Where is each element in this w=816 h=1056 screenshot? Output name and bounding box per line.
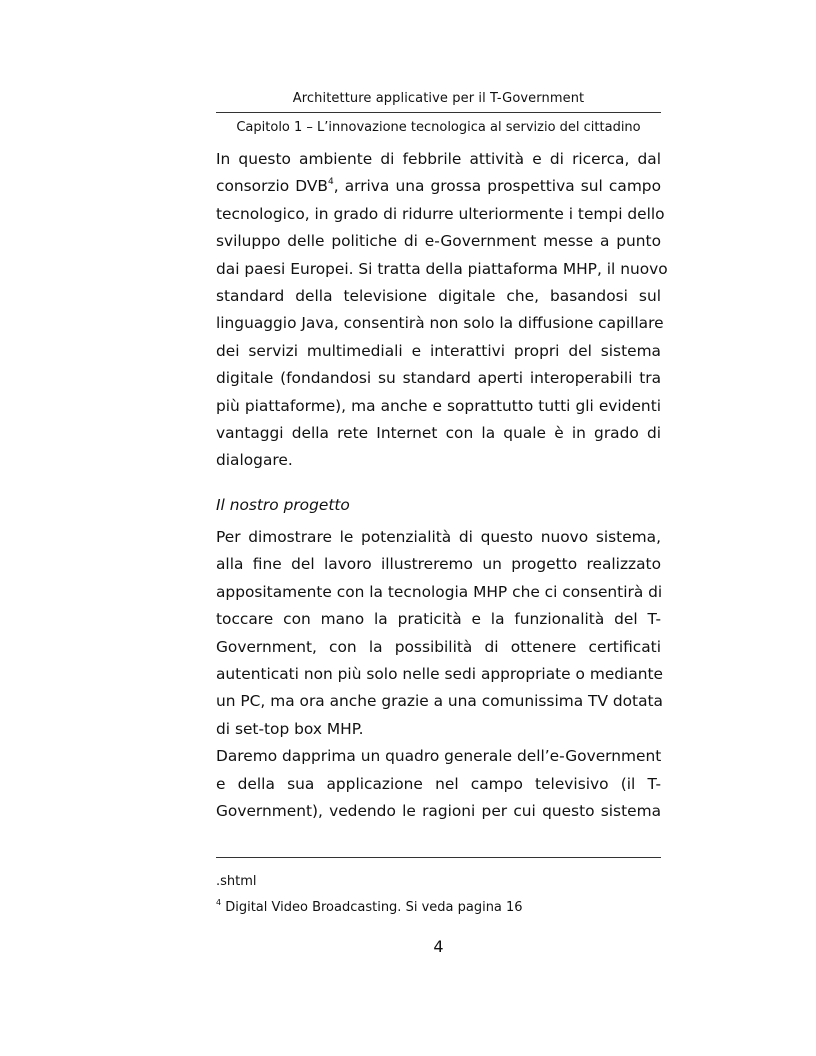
text-line [216,173,661,200]
text-segment: , arriva una grossa prospettiva sul campo [333,177,661,196]
footnote-4 [216,897,523,915]
text-line: tecnologico, in grado di ridurre ulteriormente i tempi dello [216,204,665,223]
text-line: toccare con mano la praticità e la funzionalità del T- [216,610,661,629]
text-line: digitale (fondandosi su standard aperti interoperabili tra [216,369,661,388]
paragraph-1 [216,146,668,475]
header-rule [216,112,661,113]
text-line: più piattaforme), ma anche e soprattutto tutti gli evidenti [216,396,661,415]
footnote-ref-4[interactable]: 4 [327,177,334,188]
text-line: un PC, ma ora anche grazie a una comunissima TV dotata [216,692,663,711]
text-line: autenticati non più solo nelle sedi appropriate o mediante [216,665,664,684]
text-line: dialogare. [216,451,293,470]
text-line: Daremo dapprima un quadro generale dell’e-Government [216,747,662,766]
footnote-continuation: .shtml [216,874,257,889]
footnote-text: Digital Video Broadcasting. Si veda pagina 16 [221,900,523,915]
text-line: dei servizi multimediali e interattivi propri del sistema [216,341,661,360]
running-header-title: Architetture applicative per il T-Government [292,91,585,106]
running-header-chapter: Capitolo 1 – L’innovazione tecnologica al servizio del cittadino [236,120,641,135]
text-line: appositamente con la tecnologia MHP che ci consentirà di [216,582,663,601]
text-segment: consorzio DVB [216,177,328,196]
text-line: dai paesi Europei. Si tratta della piattaforma MHP, il nuovo [216,259,668,278]
footnote-mark: 4 [216,897,222,907]
text-line: Government), vedendo le ragioni per cui questo sistema [216,802,661,821]
text-line: vantaggi della rete Internet con la quale è in grado di [216,424,661,443]
text-line: Government, con la possibilità di ottenere certificati [216,637,661,656]
text-line: Per dimostrare le potenzialità di questo nuovo sistema, [216,528,661,546]
footnote-rule [216,857,661,858]
text-line: alla fine del lavoro illustreremo un progetto realizzato [216,555,661,574]
paragraph-2 [216,524,664,825]
text-line: In questo ambiente di febbrile attività e di ricerca, dal [216,150,661,168]
text-line: standard della televisione digitale che, basandosi sul [216,287,661,306]
text-line: sviluppo delle politiche di e-Government messe a punto [216,232,661,251]
text-line: e della sua applicazione nel campo televisivo (il T- [216,774,661,793]
section-heading: Il nostro progetto [216,496,350,514]
text-line: di set-top box MHP. [216,719,364,738]
text-line: linguaggio Java, consentirà non solo la diffusione capillare [216,314,664,333]
page-number: 4 [433,937,444,956]
